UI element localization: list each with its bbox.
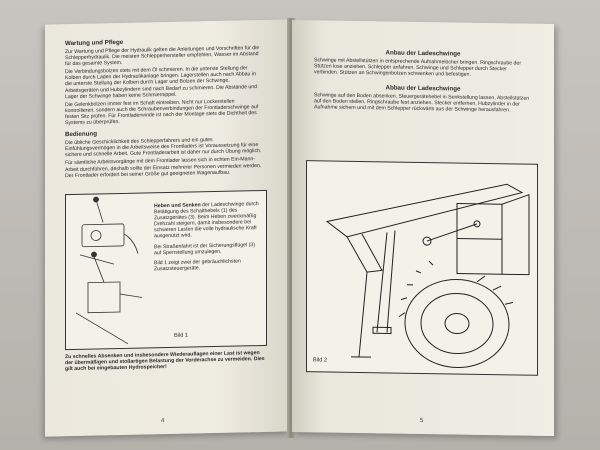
heading-wartung: Wartung und Pflege xyxy=(65,38,124,48)
left-page-body xyxy=(65,36,263,179)
figure-caption: Bild 2 xyxy=(313,357,327,364)
paragraph: Die Gelenkbolzen immer fest im Schaft eintreiben. Nicht nur Lockerstellen kontrollieren, sondern auch die Schraubenverbindungen der Frontladerschwinge auf festen Sitz prüfen. Für Frontladerwinde ist nach der Montage stets die Dichtheit des Systems zu überprüfen. xyxy=(65,98,259,127)
figure-1 xyxy=(65,190,267,350)
figure-text: Bild 1 zeigt zwei der gebräuchlichsten Zusatzsteuergeräte. xyxy=(154,258,241,273)
paragraph: Zur Wartung und Pflege der Hydraulik gelten die Anleitungen und Vorschriften für die Schlepperhydraulik. Die meisten Schlepperhersteller empfehlen, Wasser im Abstand für das gesamte System. xyxy=(65,45,260,68)
right-page-body xyxy=(314,48,532,114)
paragraph: Für sämtliche Arbeitsvorgänge mit dem Frontlader lassen sich in echten Ein-Mann-Arbeit durchführen, deshalb sollte der Einsatz mehrerer Personen vermieden werden. Der Frontlader erfordert bei seiner Größe gut geeigneten Wagenaufbau. xyxy=(65,156,262,179)
page-number: 5 xyxy=(420,417,424,425)
heading-abbau: Abbau der Ladeschwinge xyxy=(385,84,461,93)
figure-text: Bei Straßenfahrt ist der Sicherungsflügel (3) auf Sperrstellung umzulegen. xyxy=(154,241,255,256)
heading-bedienung: Bedienung xyxy=(65,130,97,139)
left-page xyxy=(45,19,290,436)
heading-anbau: Anbau der Ladeschwinge xyxy=(385,49,461,58)
figure-text-bold: Heben und Senken xyxy=(154,202,201,210)
figure-caption: Bild 1 xyxy=(174,332,188,339)
paragraph: Die übliche Geschicklichkeit des Schlepperfahrers und ein gutes Einfühlungsvermögen in die Arbeitsweise des Frontladers ist Voraussetzung für eine sichere und schnelle Arbeit. Gute Frontladerarbeit ist daher nur durch Übung möglich. xyxy=(65,137,262,159)
figure-text xyxy=(154,201,262,240)
figure-text-rest: der Ladeschwinge durch Betätigung des Schalthebels (1) des Zusatzgerätes (3). Beim Heben zweckmäßig Drehzahl steigern, damit insbesondere bei schweren Lasten die volle hydraulische Kraft ausgenutzt wird. xyxy=(154,201,259,240)
loader-arm-drawing xyxy=(307,161,537,375)
paragraph: Schwinge auf den Boden absenken, Steuergerätehebel in Senkstellung lassen, Abstellstützen auf den Boden stellen, Ringschraube fest anziehen. Stecker entfernen, Hubzylinder in der Aufnahme sichern und mit dem Schlepper rückwärts aus der Schwinge herausfahren. xyxy=(314,92,530,114)
bottom-note: Zu schnelles Absenken und insbesondere Wiederauflagen einer Last ist wegen der übermäßigen und stoßartigen Belastung der Vorderachse zu vermeiden. Dies gilt auch bei eingebauten Hydrospeicher! xyxy=(65,350,265,373)
right-page xyxy=(292,20,554,436)
paragraph: Schwinge mit Abstellstützen in entsprechende Aufnahmelöcher bringen. Ringschraube der Stützen lose anziehen. Schlepper anfahren. Schwinge und Schlepper durch Stecker verbinden. Stützen an Schwingenbolzen schwenken und befestigen. xyxy=(314,57,522,78)
figure-2 xyxy=(306,160,538,376)
page-number: 4 xyxy=(161,418,165,425)
paragraph: Die Verbindungsbolzen stets mit dem Öl schmieren. In die unterste Stellung der Kolben durch Laden der Hydraulikanlage bringen. Lagerstellen auch nach Abbau in die unterste Stellung der Kolben durch Lager und Bolzen der Schwinge, Arbeitsgeräten und Hubzylindern sind nach Bedarf zu schmieren. Die Abstände und Lager der Schwinge haben keine Schmiernippel. xyxy=(65,65,258,100)
